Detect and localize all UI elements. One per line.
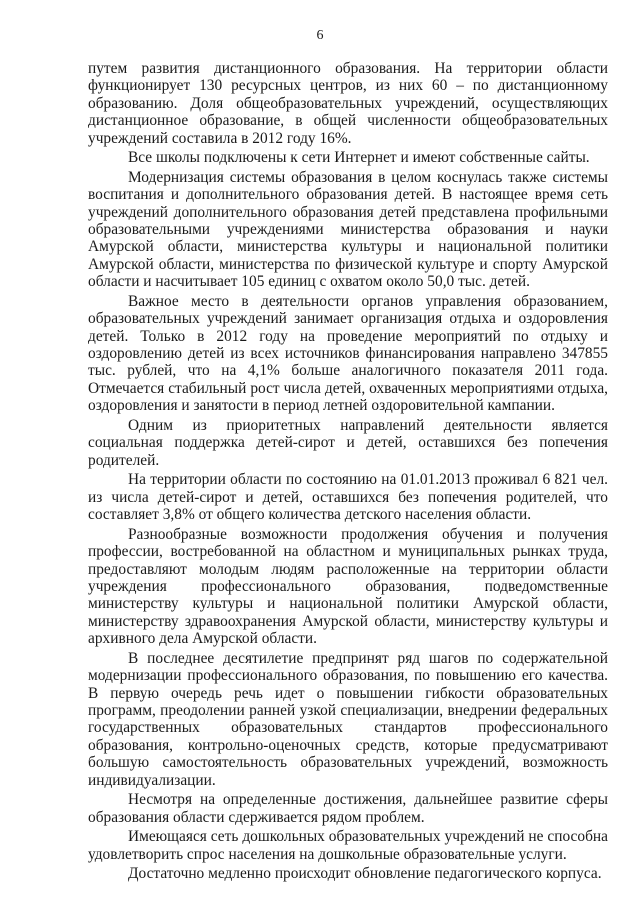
paragraph: Все школы подключены к сети Интернет и имеют собственные сайты. [128,149,590,167]
paragraph: Достаточно медленно происходит обновление педагогического корпуса. [128,865,602,883]
page-number: 6 [316,28,324,43]
paragraph: Модернизация системы образования в целом коснулась также системы воспитания и дополнительного образования детей. В настоящее время сеть учреждений дополнительного образования детей представлена профильными образовательными учреждениями министерства образования и науки Амурской области, министерства культуры и национальной политики Амурской области, министерства по физической культуре и спорту Амурской области и насчитывает 105 единиц с охватом около 50,0 тыс. детей. [88,168,608,291]
paragraph: Разнообразные возможности продолжения обучения и получения профессии, востребованной на областном и муниципальных рынках труда, предоставляют молодым людям расположенные на территории области учреждения профессионального образования, подведомственные министерству культуры и национальной политики Амурской области, министерству здравоохранения Амурской области, министерству культуры и архивного дела Амурской области. [88,525,608,648]
paragraph: Одним из приоритетных направлений деятельности является социальная поддержка детей-сирот и детей, оставшихся без попечения родителей. [88,416,608,469]
paragraph: В последнее десятилетие предпринят ряд шагов по содержательной модернизации профессионального образования, по повышению его качества. В первую очередь речь идет о повышении гибкости образовательных программ, преодолении ранней узкой специализации, внедрении федеральных государственных образовательных стандартов профессионального образования, контрольно-оценочных средств, которые предусматривают большую самостоятельность образовательных учреждений, возможность индивидуализации. [88,649,608,789]
paragraph: путем развития дистанционного образования. На территории области функционирует 130 ресурсных центров, из них 60 – по дистанционному образованию. Доля общеобразовательных учреждений, осуществляющих дистанционное образование, в общей численности общеобразовательных учреждений составила в 2012 году 16%. [88,60,608,147]
paragraph: Важное место в деятельности органов управления образованием, образовательных учреждений занимает организация отдыха и оздоровления детей. Только в 2012 году на проведение мероприятий по отдыху и оздоровлению детей из всех источников финансирования направлено 347855 тыс. рублей, что на 4,1% больше аналогичного показателя 2011 года. Отмечается стабильный рост числа детей, охваченных мероприятиями отдыха, оздоровления и занятости в период летней оздоровительной кампании. [88,292,608,415]
paragraph: Несмотря на определенные достижения, дальнейшее развитие сферы образования области сдерживается рядом проблем. [88,791,608,826]
paragraph: Имеющаяся сеть дошкольных образовательных учреждений не способна удовлетворить спрос населения на дошкольные образовательные услуги. [88,828,608,863]
paragraph: На территории области по состоянию на 01.01.2013 проживал 6 821 чел. из числа детей-сирот и детей, оставшихся без попечения родителей, что составляет 3,8% от общего количества детского населения области. [88,471,608,524]
body-text [88,60,608,885]
